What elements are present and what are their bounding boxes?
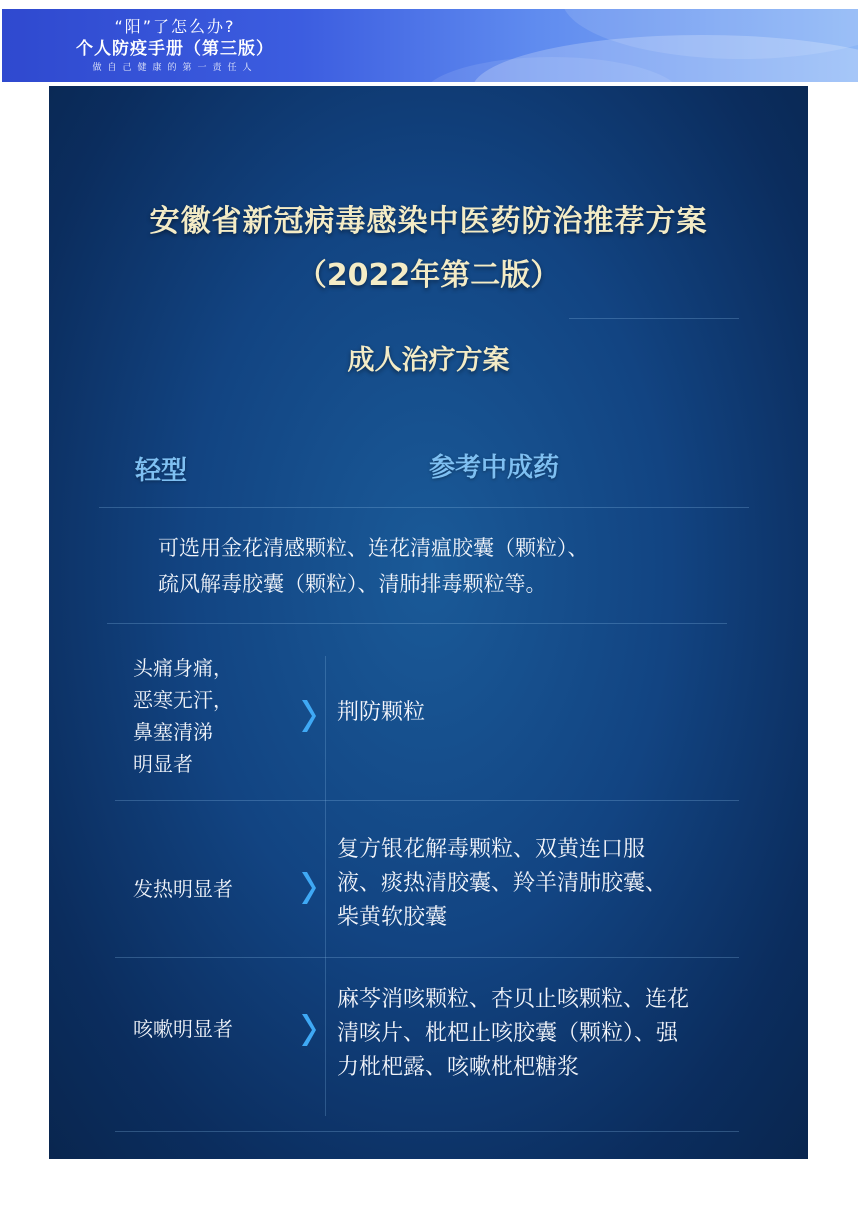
poster-subtitle: 成人治疗方案 bbox=[347, 345, 510, 376]
medicine-line: 柴黄软胶囊 bbox=[337, 905, 448, 930]
medicine-headache bbox=[337, 696, 425, 730]
divider bbox=[115, 1131, 739, 1132]
medicine-line: 力枇杷露、咳嗽枇杷糖浆 bbox=[337, 1055, 580, 1080]
condition-line: 头痛身痛， bbox=[133, 656, 233, 680]
poster-title-edition: （2022年第二版） bbox=[296, 258, 561, 293]
chevron-right-icon bbox=[299, 870, 317, 906]
column-header-medicine: 参考中成药 bbox=[429, 453, 560, 483]
general-recommendation bbox=[158, 530, 738, 602]
banner-text-block bbox=[60, 17, 290, 75]
medicine-line: 复方银花解毒颗粒、双黄连口服 bbox=[337, 837, 646, 862]
condition-line: 恶寒无汗， bbox=[133, 688, 233, 712]
poster-title: 安徽省新冠病毒感染中医药防治推荐方案 bbox=[149, 204, 708, 239]
medicine-line: 荆防颗粒 bbox=[337, 700, 426, 725]
condition-line: 发热明显者 bbox=[133, 877, 233, 901]
banner-slogan: 做自己健康的第一责任人 bbox=[92, 63, 258, 73]
condition-cough bbox=[133, 1013, 233, 1045]
chevron-right-icon bbox=[299, 1012, 317, 1048]
condition-line: 鼻塞清涕 bbox=[133, 720, 213, 744]
general-recommendation-line: 可选用金花清感颗粒、连花清瘟胶囊（颗粒）、 bbox=[158, 536, 589, 560]
divider bbox=[99, 507, 749, 508]
divider bbox=[115, 800, 739, 801]
divider bbox=[107, 623, 727, 624]
condition-line: 咳嗽明显者 bbox=[133, 1017, 233, 1041]
medicine-line: 清咳片、枇杷止咳胶囊（颗粒）、强 bbox=[337, 1021, 679, 1046]
medicine-fever bbox=[337, 833, 667, 935]
medicine-line: 液、痰热清胶囊、羚羊清肺胶囊、 bbox=[337, 871, 668, 896]
tcm-treatment-poster bbox=[49, 86, 808, 1159]
banner-question: “阳”了怎么办? bbox=[114, 17, 236, 36]
column-separator bbox=[325, 656, 326, 1116]
banner-title: 个人防疫手册（第三版） bbox=[76, 39, 274, 59]
decor-line bbox=[569, 318, 739, 319]
chevron-right-icon bbox=[299, 698, 317, 734]
medicine-cough bbox=[337, 983, 689, 1085]
medicine-line: 麻芩消咳颗粒、杏贝止咳颗粒、连花 bbox=[337, 987, 690, 1012]
header-banner bbox=[2, 9, 858, 82]
condition-fever bbox=[133, 873, 233, 905]
general-recommendation-line: 疏风解毒胶囊（颗粒）、清肺排毒颗粒等。 bbox=[158, 572, 547, 596]
condition-line: 明显者 bbox=[133, 752, 193, 776]
condition-headache bbox=[133, 652, 233, 780]
divider bbox=[115, 957, 739, 958]
column-header-type: 轻型 bbox=[135, 456, 188, 486]
